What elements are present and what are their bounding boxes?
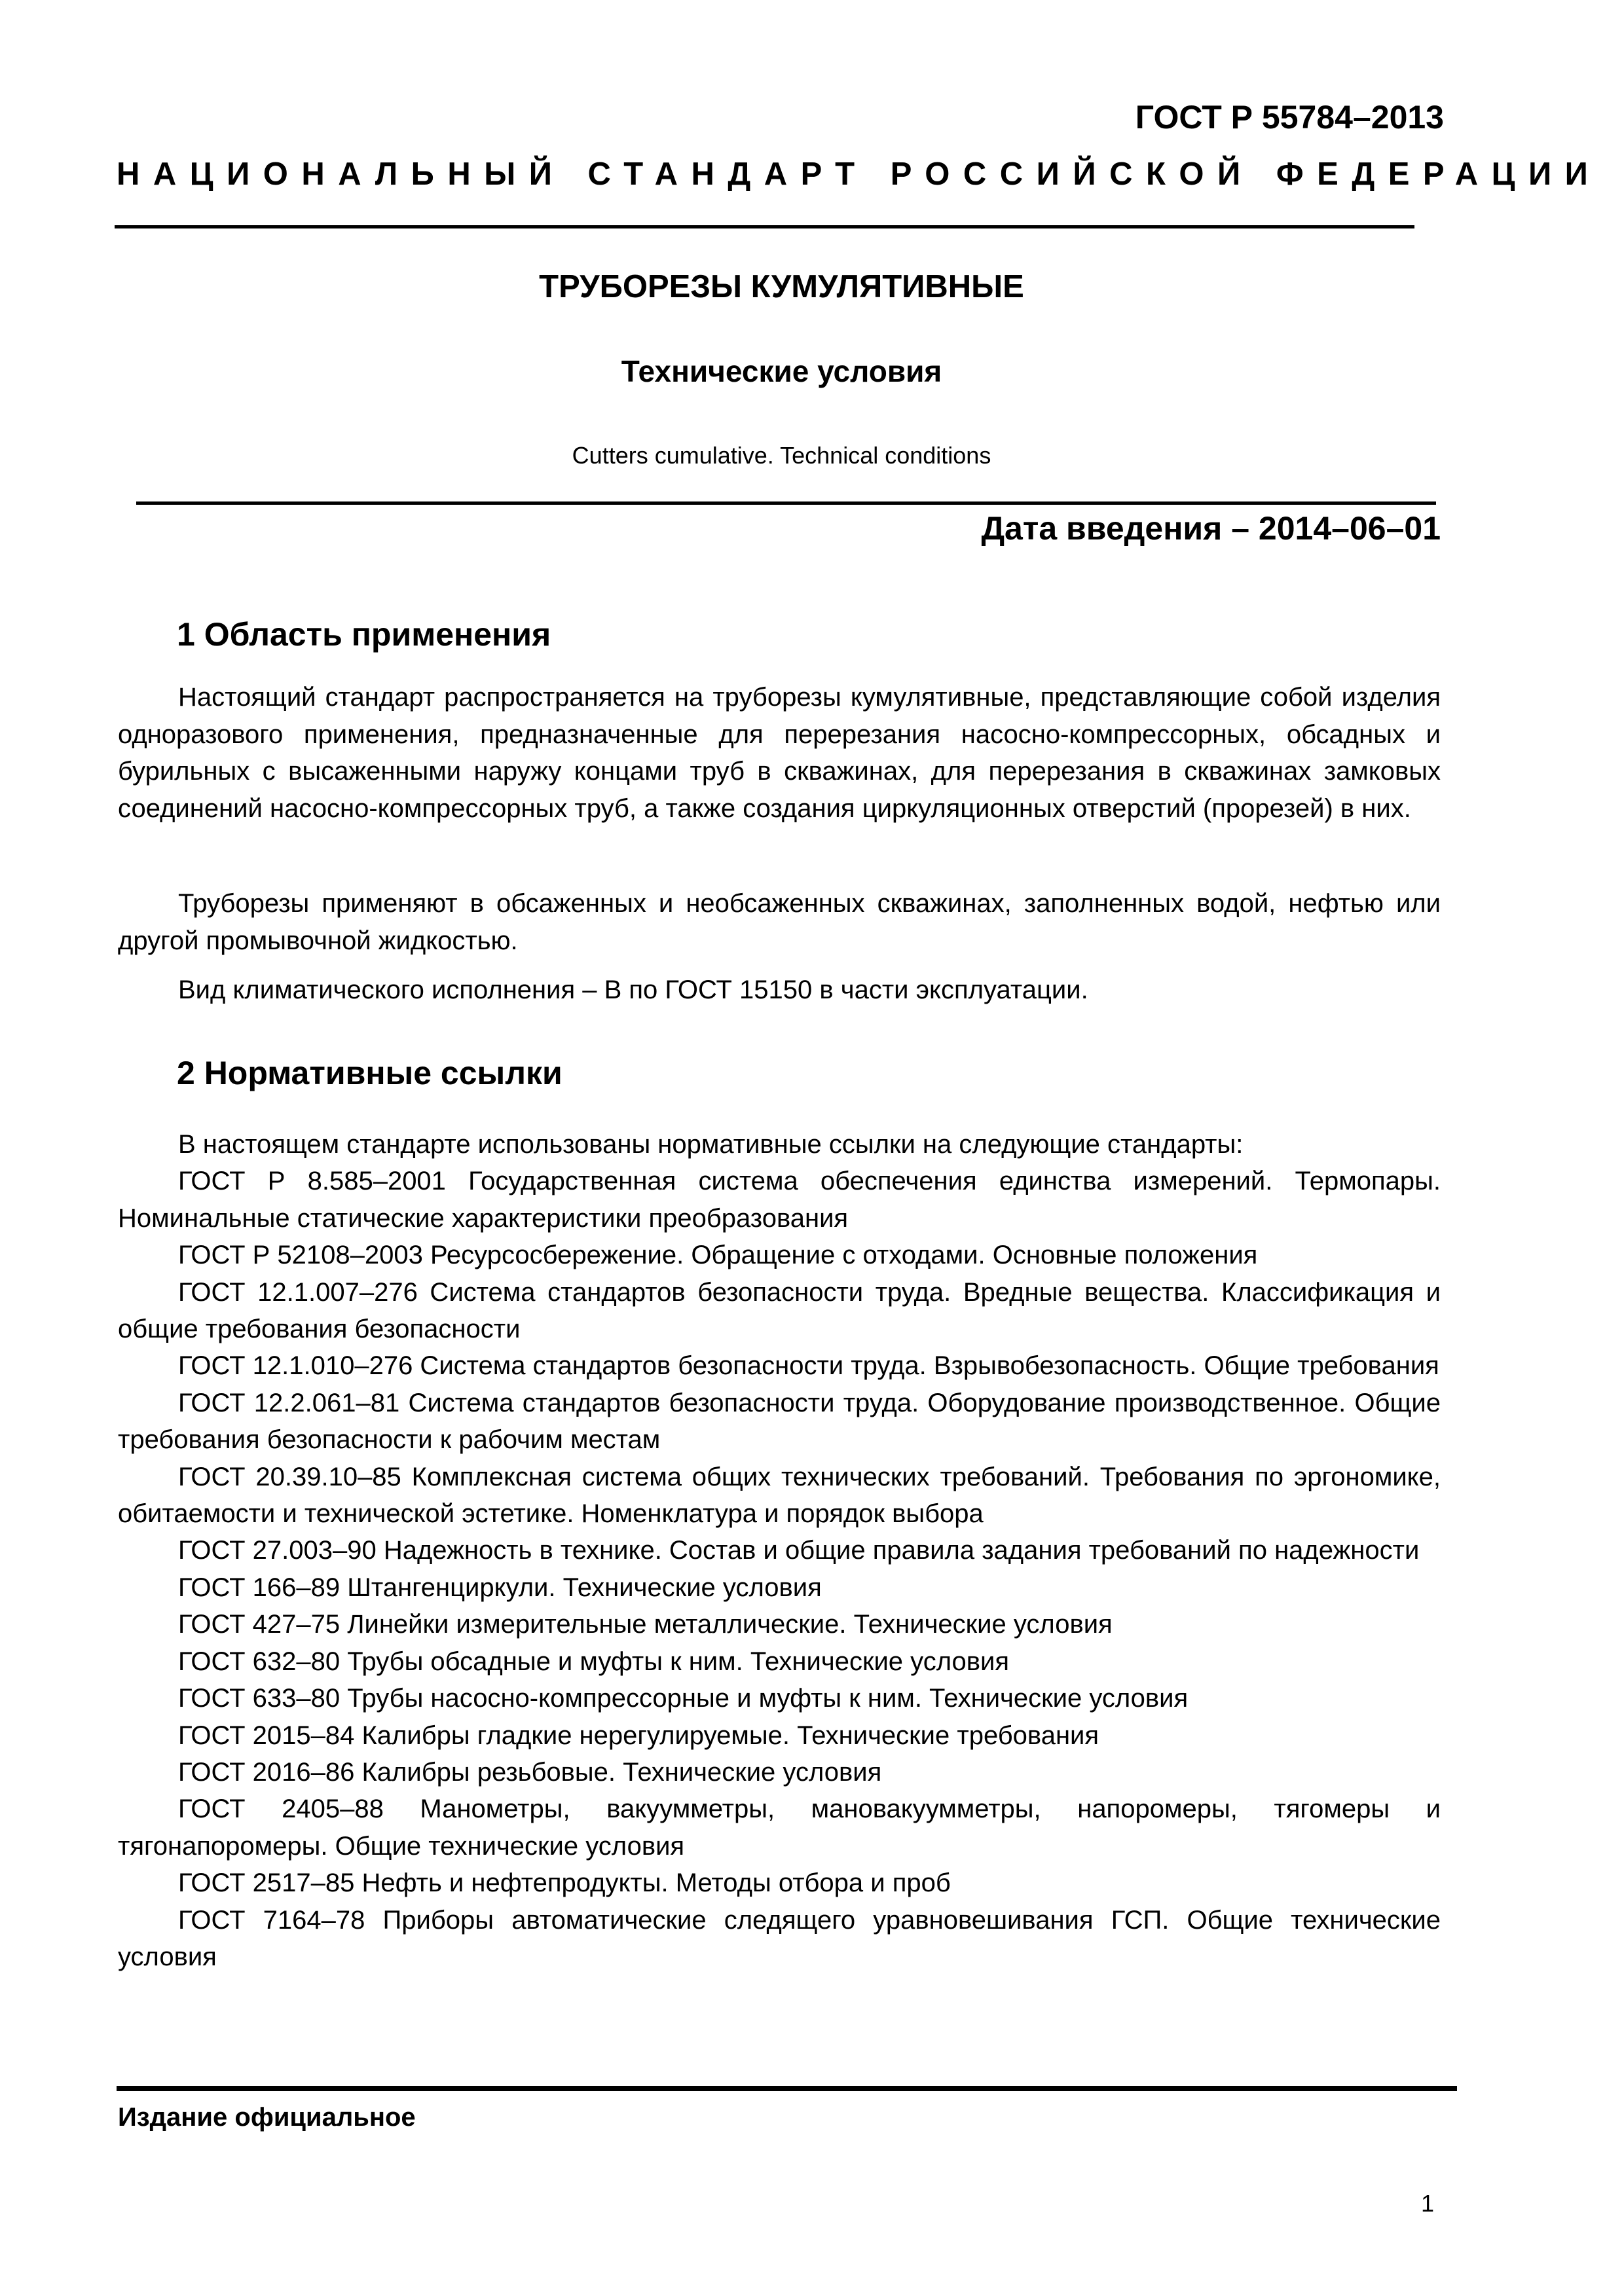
reference-item: ГОСТ 12.1.007–276 Система стандартов безопасности труда. Вредные вещества. Классификация и общие требования безопасности — [118, 1277, 1441, 1344]
section-1-paragraph-2: Труборезы применяют в обсаженных и необсаженных скважинах, заполненных водой, нефтью или другой промывочной жидкостью. — [118, 889, 1441, 955]
english-title: Cutters cumulative. Technical conditions — [572, 442, 991, 469]
official-edition-label: Издание официальное — [118, 2103, 416, 2132]
footer-divider — [117, 2086, 1457, 2091]
normative-references-list — [118, 1126, 1441, 1975]
reference-item: ГОСТ 12.2.061–81 Система стандартов безопасности труда. Оборудование производственное. Общие требования безопасности к рабочим местам — [118, 1388, 1441, 1455]
reference-item: ГОСТ 166–89 Штангенциркули. Технические условия — [178, 1573, 822, 1602]
title-divider — [136, 501, 1436, 505]
reference-item: ГОСТ Р 8.585–2001 Государственная система обеспечения единства измерений. Термопары. Номинальные статические характеристики преобразования — [118, 1167, 1441, 1233]
reference-item: ГОСТ 2517–85 Нефть и нефтепродукты. Методы отбора и проб — [178, 1868, 951, 1898]
section-1-paragraph-3: Вид климатического исполнения – В по ГОСТ 15150 в части эксплуатации. — [178, 975, 1088, 1004]
reference-item: ГОСТ 2016–86 Калибры резьбовые. Технические условия — [178, 1757, 882, 1787]
reference-item: ГОСТ Р 52108–2003 Ресурсосбережение. Обращение с отходами. Основные положения — [178, 1241, 1258, 1270]
reference-item: ГОСТ 2015–84 Калибры гладкие нерегулируемые. Технические требования — [178, 1721, 1099, 1750]
introduction-date: Дата введения – 2014–06–01 — [981, 510, 1441, 547]
reference-item: ГОСТ 12.1.010–276 Система стандартов безопасности труда. Взрывобезопасность. Общие требования — [178, 1351, 1439, 1381]
reference-item: ГОСТ 27.003–90 Надежность в технике. Состав и общие правила задания требований по надежности — [178, 1536, 1420, 1565]
section-1-paragraph-1: Настоящий стандарт распространяется на труборезы кумулятивные, представляющие собой изделия одноразового применения, предназначенные для перерезания насосно-компрессорных, обсадных и бурильных с высаженными наружу концами труб в скважинах, для перерезания в скважинах замковых соединений насосно-компрессорных труб, а также создания циркуляционных отверстий (прорезей) в них. — [118, 683, 1441, 823]
page-number: 1 — [1420, 2190, 1434, 2217]
national-standard-heading: НАЦИОНАЛЬНЫЙ СТАНДАРТ РОССИЙСКОЙ ФЕДЕРАЦИИ — [117, 156, 1602, 192]
reference-item: ГОСТ 7164–78 Приборы автоматические следящего уравновешивания ГСП. Общие технические условия — [118, 1905, 1441, 1971]
reference-item: ГОСТ 427–75 Линейки измерительные металлические. Технические условия — [178, 1610, 1113, 1639]
document-number: ГОСТ Р 55784–2013 — [1135, 99, 1444, 136]
top-divider — [115, 225, 1414, 228]
reference-item: ГОСТ 632–80 Трубы обсадные и муфты к ним. Технические условия — [178, 1647, 1009, 1676]
reference-item: ГОСТ 20.39.10–85 Комплексная система общих технических требований. Требования по эргономике, обитаемости и технической эстетике. Номенклатура и порядок выбора — [118, 1462, 1441, 1529]
reference-item: ГОСТ 2405–88 Манометры, вакуумметры, мановакуумметры, напоромеры, тягомеры и тягонапоромеры. Общие технические условия — [118, 1795, 1441, 1861]
reference-item: ГОСТ 633–80 Трубы насосно-компрессорные и муфты к ним. Технические условия — [178, 1684, 1189, 1713]
section-1-heading: 1 Область применения — [177, 616, 551, 653]
section-2-heading: 2 Нормативные ссылки — [177, 1055, 563, 1091]
document-title: ТРУБОРЕЗЫ КУМУЛЯТИВНЫЕ — [539, 269, 1024, 304]
references-intro: В настоящем стандарте использованы нормативные ссылки на следующие стандарты: — [178, 1130, 1244, 1159]
document-subtitle: Технические условия — [621, 354, 942, 388]
